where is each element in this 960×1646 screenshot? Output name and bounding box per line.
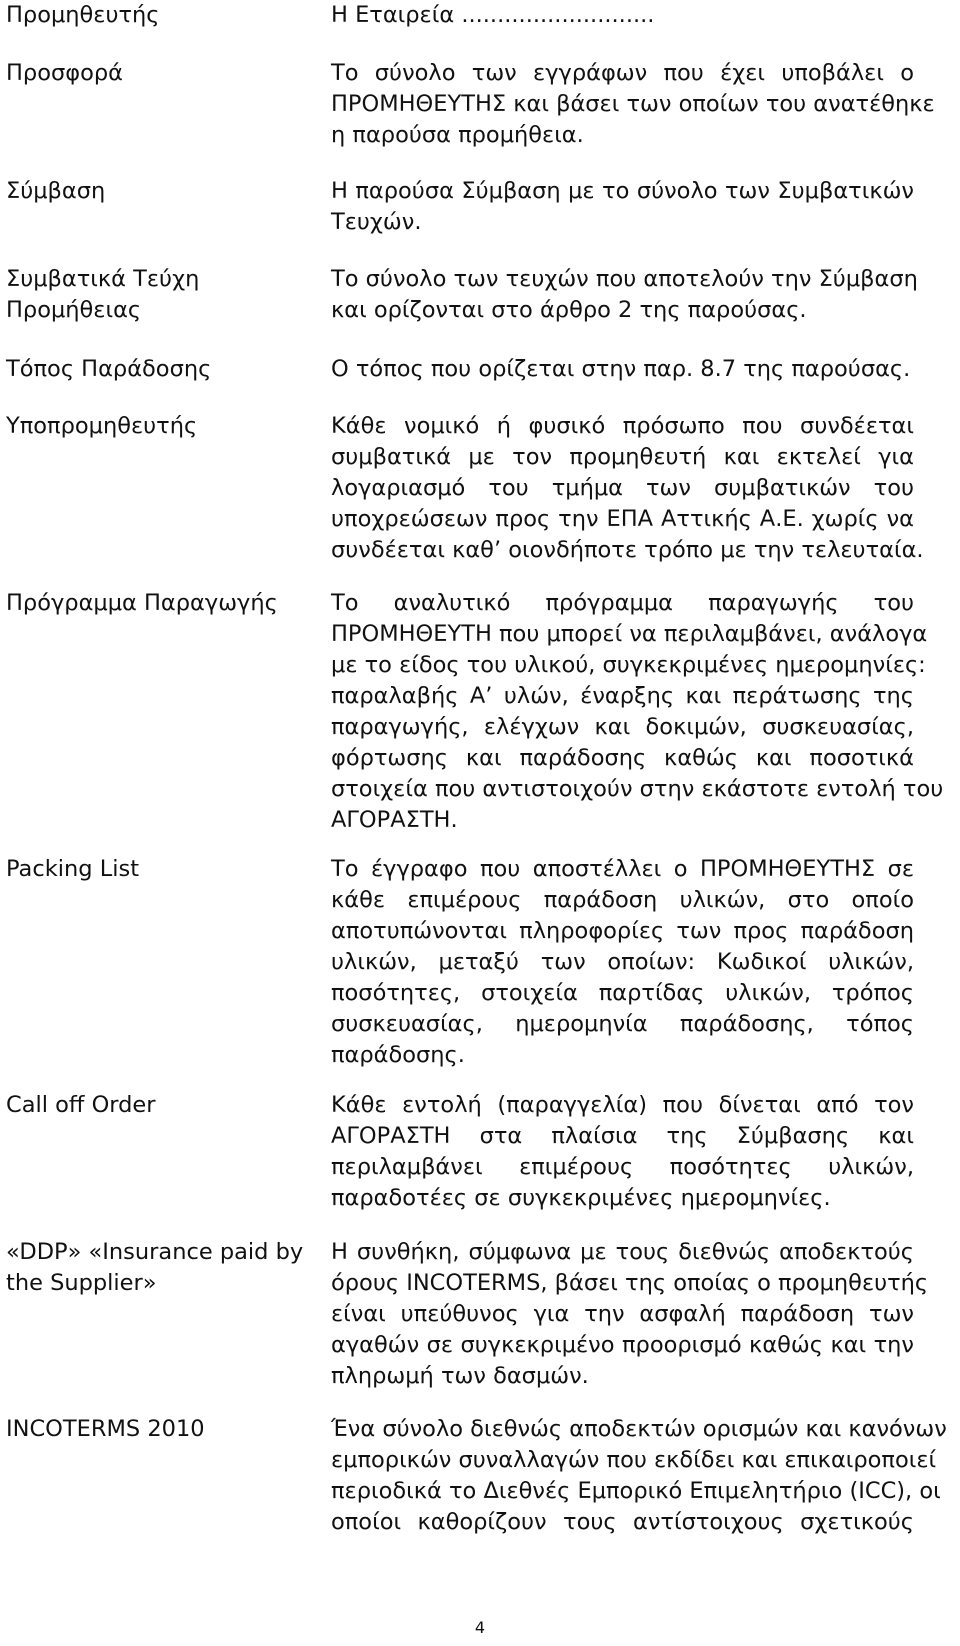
definition-line: Η συνθήκη, σύμφωνα με τους διεθνώς αποδεκτούς: [331, 1239, 914, 1265]
definition-term: [6, 176, 105, 207]
definition-line: Τευχών.: [331, 209, 422, 235]
definition-line: παραδοτέες σε συγκεκριμένες ημερομηνίες.: [331, 1185, 831, 1211]
definition-line: ποσότητες, στοιχεία παρτίδας υλικών, τρόπος: [331, 980, 914, 1006]
definition-line: ΑΓΟΡΑΣΤΗ στα πλαίσια της Σύμβασης και: [331, 1123, 914, 1149]
definition-text: [331, 1414, 947, 1538]
definition-line: αγαθών σε συγκεκριμένο προορισμό καθώς και την: [331, 1332, 914, 1358]
term-line: Call off Order: [6, 1092, 156, 1118]
definition-line: η παρούσα προμήθεια.: [331, 122, 584, 148]
definition-line: ΑΓΟΡΑΣΤΗ.: [331, 807, 458, 833]
term-line: «DDP» «Insurance paid by: [6, 1239, 304, 1265]
definition-term: [6, 411, 197, 442]
definition-line: παραγωγής, ελέγχων και δοκιμών, συσκευασίας,: [331, 714, 914, 740]
definition-text: [331, 354, 914, 385]
definition-line: φόρτωσης και παράδοσης καθώς και ποσοτικά: [331, 745, 914, 771]
definition-line: ΠΡΟΜΗΘΕΥΤΗ που μπορεί να περιλαμβάνει, ανάλογα: [331, 621, 928, 647]
definition-term: [6, 854, 139, 885]
definition-term: [6, 264, 199, 326]
definition-line: Ο τόπος που ορίζεται στην παρ. 8.7 της παρούσας.: [331, 356, 911, 382]
term-line: Συμβατικά Τεύχη: [6, 266, 200, 292]
definition-line: λογαριασμό του τμήμα των συμβατικών του: [331, 475, 914, 501]
definition-text: [331, 0, 914, 31]
definition-line: περιλαμβάνει επιμέρους ποσότητες υλικών,: [331, 1154, 914, 1180]
definition-text: [331, 176, 914, 238]
term-line: Υποπρομηθευτής: [6, 413, 198, 439]
definition-line: συμβατικά με τον προμηθευτή και εκτελεί για: [331, 444, 914, 470]
definition-line: ΠΡΟΜΗΘΕΥΤΗΣ και βάσει των οποίων του ανατέθηκε: [331, 91, 935, 117]
definition-line: συνδέεται καθ’ οιονδήποτε τρόπο με την τελευταία.: [331, 537, 924, 563]
term-line: Πρόγραμμα Παραγωγής: [6, 590, 278, 616]
definition-line: Το αναλυτικό πρόγραμμα παραγωγής του: [331, 590, 914, 616]
definition-line: Το σύνολο των τευχών που αποτελούν την Σύμβαση: [331, 266, 918, 292]
definition-text: [331, 588, 944, 836]
term-line: Προμήθειας: [6, 297, 142, 323]
definition-line: οποίοι καθορίζουν τους αντίστοιχους σχετικούς: [331, 1509, 914, 1535]
definition-line: Ένα σύνολο διεθνώς αποδεκτών ορισμών και κανόνων: [331, 1416, 947, 1442]
definition-line: Κάθε νομικό ή φυσικό πρόσωπο που συνδέεται: [331, 413, 914, 439]
definition-line: όρους INCOTERMS, βάσει της οποίας ο προμηθευτής: [331, 1270, 929, 1296]
definition-text: [331, 264, 918, 326]
term-line: the Supplier»: [6, 1270, 157, 1296]
definition-term: [6, 588, 278, 619]
term-line: Τόπος Παράδοσης: [6, 356, 212, 382]
definition-line: στοιχεία που αντιστοιχούν στην εκάστοτε εντολή του: [331, 776, 944, 802]
definition-line: κάθε επιμέρους παράδοση υλικών, στο οποίο: [331, 887, 914, 913]
term-line: Σύμβαση: [6, 178, 106, 204]
definition-line: πληρωμή των δασμών.: [331, 1363, 589, 1389]
definition-line: αποτυπώνονται πληροφορίες των προς παράδοση: [331, 918, 914, 944]
definition-term: [6, 1237, 303, 1299]
definition-line: υλικών, μεταξύ των οποίων: Κωδικοί υλικών,: [331, 949, 914, 975]
definition-line: περιοδικά το Διεθνές Εμπορικό Επιμελητήριο (ICC), οι: [331, 1478, 941, 1504]
page-number: 4: [474, 1618, 486, 1637]
definition-text: [331, 1237, 929, 1392]
term-line: Προμηθευτής: [6, 2, 160, 28]
definition-term: [6, 1414, 205, 1445]
definition-line: Η Εταιρεία ...........................: [331, 2, 655, 28]
definition-line: είναι υπεύθυνος για την ασφαλή παράδοση των: [331, 1301, 914, 1327]
definition-line: υποχρεώσεων προς την ΕΠΑ Αττικής Α.Ε. χωρίς να: [331, 506, 914, 532]
term-line: Packing List: [6, 856, 140, 882]
definition-line: και ορίζονται στο άρθρο 2 της παρούσας.: [331, 297, 807, 323]
definition-line: συσκευασίας, ημερομηνία παράδοσης, τόπος: [331, 1011, 914, 1037]
term-line: Προσφορά: [6, 60, 123, 86]
definition-line: Το σύνολο των εγγράφων που έχει υποβάλει ο: [331, 60, 914, 86]
definition-term: [6, 354, 211, 385]
definition-line: εμπορικών συναλλαγών που εκδίδει και επικαιροποιεί: [331, 1447, 937, 1473]
definition-line: παραλαβής Α’ υλών, έναρξης και περάτωσης της: [331, 683, 914, 709]
term-line: INCOTERMS 2010: [6, 1416, 205, 1442]
definition-line: Κάθε εντολή (παραγγελία) που δίνεται από τον: [331, 1092, 914, 1118]
definition-line: Το έγγραφο που αποστέλλει ο ΠΡΟΜΗΘΕΥΤΗΣ σε: [331, 856, 914, 882]
definition-term: [6, 1090, 156, 1121]
definition-term: [6, 0, 160, 31]
definition-line: Η παρούσα Σύμβαση με το σύνολο των Συμβατικών: [331, 178, 914, 204]
definition-term: [6, 58, 123, 89]
definition-line: παράδοσης.: [331, 1042, 465, 1068]
definition-text: [331, 58, 935, 151]
definition-text: [331, 1090, 914, 1214]
definition-line: με το είδος του υλικού, συγκεκριμένες ημερομηνίες:: [331, 652, 926, 678]
definition-text: [331, 854, 914, 1071]
definition-text: [331, 411, 924, 566]
